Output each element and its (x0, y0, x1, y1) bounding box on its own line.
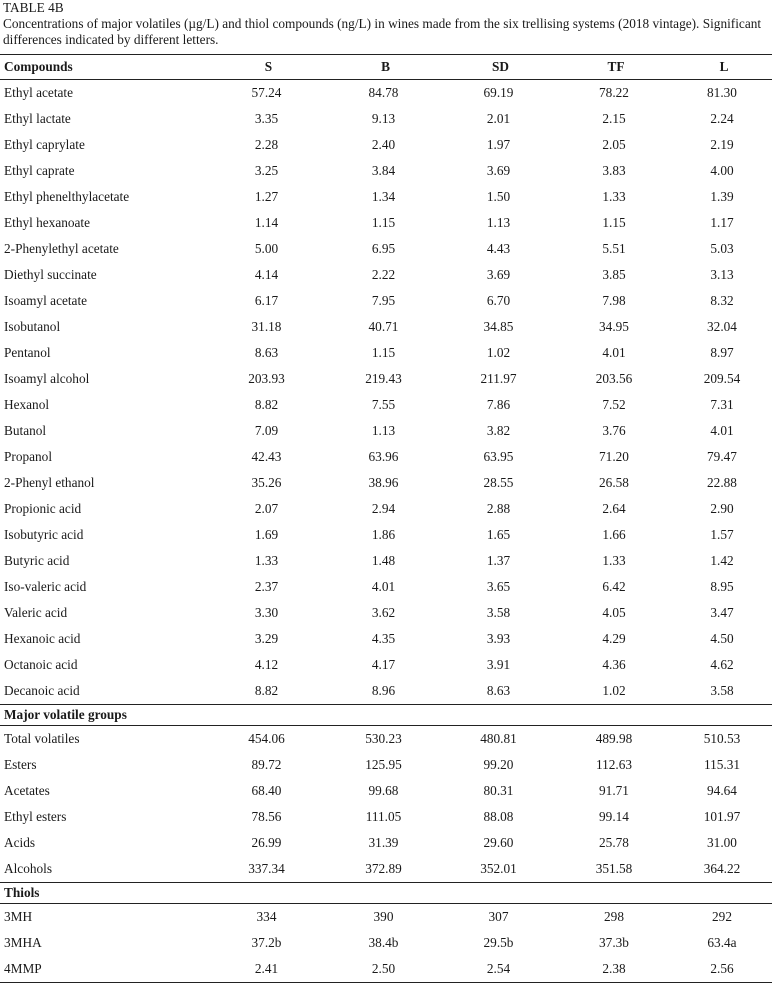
value-cell: 7.95 (371, 293, 396, 308)
table-row (0, 678, 772, 705)
value-cell: 489.98 (595, 731, 633, 746)
value-cell: 8.97 (710, 345, 734, 360)
value-cell: 1.39 (710, 189, 734, 204)
value-cell: 337.34 (248, 861, 285, 876)
value-cell: 3.25 (254, 163, 279, 178)
value-cell: 4.17 (371, 657, 396, 672)
value-cell: 8.32 (710, 293, 734, 308)
compound-name-cell: 3MH (4, 909, 33, 924)
table-row (0, 262, 772, 288)
value-cell: 2.56 (672, 956, 772, 983)
volatiles-table (0, 54, 772, 983)
table-row (0, 956, 772, 983)
value-cell: 1.15 (371, 215, 396, 230)
value-cell: 7.98 (602, 293, 626, 308)
compound-name-cell: Hexanol (4, 397, 50, 412)
compound-name-cell: Ethyl lactate (4, 111, 71, 126)
value-cell: 2.38 (556, 956, 672, 983)
value-cell: 3.35 (254, 111, 279, 126)
value-cell: 89.72 (251, 757, 282, 772)
value-cell: 38.4b (368, 935, 399, 950)
value-cell: 31.18 (251, 319, 282, 334)
compound-name-cell: Isoamyl acetate (4, 293, 88, 308)
value-cell: 40.71 (368, 319, 399, 334)
value-cell: 99.20 (483, 757, 514, 772)
value-cell: 4.01 (710, 423, 734, 438)
value-cell: 6.70 (486, 293, 511, 308)
value-cell: 1.37 (486, 553, 511, 568)
value-cell: 71.20 (599, 449, 629, 464)
value-cell: 3.69 (486, 163, 511, 178)
value-cell: 1.33 (602, 553, 626, 568)
value-cell: 4.29 (602, 631, 626, 646)
value-cell: 115.31 (703, 757, 741, 772)
value-cell: 1.17 (710, 215, 734, 230)
compound-name-cell: Esters (4, 757, 37, 772)
value-cell: 2.90 (710, 501, 734, 516)
compound-name-cell: Iso-valeric acid (4, 579, 87, 594)
compound-name-cell: Acids (4, 835, 36, 850)
table-row (0, 804, 772, 830)
table-row (0, 574, 772, 600)
compound-name-cell: Propanol (4, 449, 53, 464)
value-cell: 454.06 (248, 731, 285, 746)
value-cell: 29.60 (483, 835, 514, 850)
table-row (0, 366, 772, 392)
value-cell: 2.07 (254, 501, 279, 516)
value-cell: 6.42 (602, 579, 626, 594)
value-cell: 31.39 (368, 835, 399, 850)
value-cell: 8.63 (254, 345, 279, 360)
table-description: Concentrations of major volatiles (µg/L) and thiol compounds (ng/L) in wines made from the six trellising systems (2018 vintage). Significant differences indicated by different letters. (3, 16, 762, 47)
value-cell: 8.96 (371, 683, 396, 698)
value-cell: 25.78 (599, 835, 629, 850)
compound-name-cell: 4MMP (0, 956, 207, 983)
value-cell: 298 (604, 909, 624, 924)
value-cell: 3.85 (602, 267, 626, 282)
value-cell: 8.95 (710, 579, 734, 594)
value-cell: 1.15 (371, 345, 396, 360)
compound-name-cell: Valeric acid (4, 605, 68, 620)
value-cell: 1.69 (254, 527, 279, 542)
value-cell: 37.2b (251, 935, 282, 950)
value-cell: 63.95 (483, 449, 514, 464)
value-cell: 3.65 (486, 579, 511, 594)
value-cell: 3.84 (371, 163, 396, 178)
section-title: Thiols (0, 883, 772, 904)
value-cell: 1.33 (254, 553, 279, 568)
table-row (0, 600, 772, 626)
value-cell: 29.5b (483, 935, 514, 950)
value-cell: 530.23 (365, 731, 402, 746)
section-header-row (0, 705, 772, 726)
value-cell: 1.42 (710, 553, 734, 568)
value-cell: 1.15 (602, 215, 626, 230)
value-cell: 2.40 (371, 137, 396, 152)
compound-name-cell: Total volatiles (4, 731, 80, 746)
compound-name-cell: Ethyl acetate (4, 85, 74, 100)
value-cell: 211.97 (480, 371, 517, 386)
value-cell: 3.62 (371, 605, 396, 620)
table-row (0, 106, 772, 132)
value-cell: 22.88 (707, 475, 737, 490)
table-row (0, 726, 772, 753)
table-row (0, 392, 772, 418)
compound-name-cell: Isobutanol (4, 319, 61, 334)
value-cell: 6.95 (371, 241, 396, 256)
value-cell: 2.15 (602, 111, 626, 126)
value-cell: 1.34 (371, 189, 396, 204)
table-row (0, 548, 772, 574)
compound-name-cell: Ethyl hexanoate (4, 215, 91, 230)
value-cell: 4.05 (602, 605, 626, 620)
compound-name-cell: Pentanol (4, 345, 51, 360)
compound-name-cell: Octanoic acid (4, 657, 78, 672)
value-cell: 79.47 (707, 449, 737, 464)
table-row (0, 470, 772, 496)
header-row (0, 55, 772, 80)
value-cell: 219.43 (365, 371, 402, 386)
compound-name-cell: 2-Phenyl ethanol (4, 475, 95, 490)
compound-name-cell: Ethyl phenelthylacetate (4, 189, 130, 204)
value-cell: 334 (256, 909, 277, 924)
value-cell: 352.01 (480, 861, 517, 876)
value-cell: 69.19 (483, 85, 514, 100)
value-cell: 42.43 (251, 449, 282, 464)
value-cell: 8.63 (486, 683, 511, 698)
value-cell: 7.52 (602, 397, 626, 412)
value-cell: 1.02 (602, 683, 626, 698)
compound-name-cell: Butyric acid (4, 553, 70, 568)
value-cell: 1.02 (486, 345, 511, 360)
table-row (0, 496, 772, 522)
compound-name-cell: Acetates (4, 783, 50, 798)
table-row (0, 778, 772, 804)
value-cell: 390 (373, 909, 394, 924)
value-cell: 4.50 (710, 631, 734, 646)
value-cell: 125.95 (365, 757, 402, 772)
value-cell: 80.31 (483, 783, 514, 798)
value-cell: 32.04 (707, 319, 737, 334)
value-cell: 81.30 (707, 85, 737, 100)
value-cell: 1.14 (254, 215, 279, 230)
value-cell: 38.96 (368, 475, 399, 490)
header-tf: TF (556, 55, 672, 80)
value-cell: 2.28 (254, 137, 279, 152)
value-cell: 26.99 (251, 835, 282, 850)
value-cell: 2.22 (371, 267, 396, 282)
table-row (0, 626, 772, 652)
value-cell: 1.57 (710, 527, 734, 542)
value-cell: 68.40 (251, 783, 282, 798)
value-cell: 5.03 (710, 241, 734, 256)
value-cell: 2.24 (710, 111, 734, 126)
table-label: TABLE 4B (3, 0, 64, 15)
value-cell: 209.54 (703, 371, 741, 386)
value-cell: 3.93 (486, 631, 511, 646)
table-row (0, 930, 772, 956)
value-cell: 351.58 (595, 861, 633, 876)
value-cell: 4.43 (486, 241, 511, 256)
value-cell: 7.55 (371, 397, 396, 412)
value-cell: 1.33 (602, 189, 626, 204)
header-s: S (207, 55, 326, 80)
compound-name-cell: Ethyl caprate (4, 163, 75, 178)
value-cell: 8.82 (254, 397, 279, 412)
value-cell: 480.81 (480, 731, 517, 746)
table-row (0, 830, 772, 856)
compound-name-cell: Diethyl succinate (4, 267, 97, 282)
value-cell: 4.62 (710, 657, 734, 672)
table-row (0, 210, 772, 236)
value-cell: 78.22 (599, 85, 629, 100)
compound-name-cell: Hexanoic acid (4, 631, 81, 646)
value-cell: 4.00 (710, 163, 734, 178)
value-cell: 2.41 (207, 956, 326, 983)
value-cell: 2.54 (441, 956, 556, 983)
value-cell: 3.13 (710, 267, 734, 282)
value-cell: 1.27 (254, 189, 279, 204)
value-cell: 1.48 (371, 553, 396, 568)
header-l: L (672, 55, 772, 80)
value-cell: 4.14 (254, 267, 279, 282)
value-cell: 364.22 (703, 861, 741, 876)
value-cell: 5.00 (254, 241, 279, 256)
value-cell: 292 (712, 909, 732, 924)
table-caption (3, 0, 772, 48)
header-compounds: Compounds (0, 55, 207, 80)
value-cell: 3.76 (602, 423, 626, 438)
table-row (0, 314, 772, 340)
value-cell: 307 (488, 909, 509, 924)
value-cell: 2.64 (602, 501, 626, 516)
value-cell: 1.86 (371, 527, 396, 542)
compound-name-cell: Isobutyric acid (4, 527, 84, 542)
table-row (0, 340, 772, 366)
value-cell: 8.82 (254, 683, 279, 698)
value-cell: 57.24 (251, 85, 282, 100)
table-row (0, 158, 772, 184)
value-cell: 2.94 (371, 501, 396, 516)
value-cell: 63.96 (368, 449, 399, 464)
table-body (0, 80, 772, 983)
table-row (0, 132, 772, 158)
value-cell: 2.05 (602, 137, 626, 152)
value-cell: 2.01 (486, 111, 511, 126)
value-cell: 4.01 (371, 579, 396, 594)
table-row (0, 184, 772, 210)
value-cell: 3.91 (486, 657, 511, 672)
value-cell: 1.97 (486, 137, 511, 152)
table-row (0, 236, 772, 262)
header-sd: SD (441, 55, 556, 80)
table-row (0, 904, 772, 931)
table-row (0, 652, 772, 678)
value-cell: 112.63 (595, 757, 633, 772)
table-row (0, 444, 772, 470)
value-cell: 3.58 (710, 683, 734, 698)
value-cell: 4.12 (254, 657, 279, 672)
table-row (0, 522, 772, 548)
value-cell: 7.86 (486, 397, 511, 412)
value-cell: 3.58 (486, 605, 511, 620)
value-cell: 9.13 (371, 111, 396, 126)
table-row (0, 288, 772, 314)
value-cell: 3.69 (486, 267, 511, 282)
table-row (0, 80, 772, 107)
value-cell: 31.00 (707, 835, 737, 850)
compound-name-cell: Isoamyl alcohol (4, 371, 90, 386)
value-cell: 1.50 (486, 189, 511, 204)
value-cell: 203.56 (595, 371, 633, 386)
section-header-row (0, 883, 772, 904)
value-cell: 4.35 (371, 631, 396, 646)
value-cell: 88.08 (483, 809, 514, 824)
value-cell: 26.58 (599, 475, 629, 490)
value-cell: 1.65 (486, 527, 511, 542)
value-cell: 372.89 (365, 861, 402, 876)
compound-name-cell: Decanoic acid (4, 683, 80, 698)
compound-name-cell: Propionic acid (4, 501, 82, 516)
value-cell: 37.3b (599, 935, 629, 950)
compound-name-cell: 2-Phenylethyl acetate (4, 241, 119, 256)
value-cell: 78.56 (251, 809, 282, 824)
value-cell: 5.51 (602, 241, 626, 256)
value-cell: 111.05 (365, 809, 402, 824)
compound-name-cell: 3MHA (4, 935, 42, 950)
header-b: B (326, 55, 441, 80)
value-cell: 99.14 (599, 809, 629, 824)
value-cell: 34.85 (483, 319, 514, 334)
value-cell: 6.17 (254, 293, 279, 308)
value-cell: 1.13 (371, 423, 396, 438)
value-cell: 1.13 (486, 215, 511, 230)
value-cell: 101.97 (703, 809, 741, 824)
value-cell: 91.71 (599, 783, 629, 798)
value-cell: 28.55 (483, 475, 514, 490)
section-title: Major volatile groups (0, 705, 772, 726)
value-cell: 35.26 (251, 475, 282, 490)
compound-name-cell: Ethyl esters (4, 809, 67, 824)
value-cell: 2.50 (326, 956, 441, 983)
value-cell: 4.36 (602, 657, 626, 672)
value-cell: 7.09 (254, 423, 279, 438)
value-cell: 2.19 (710, 137, 734, 152)
value-cell: 510.53 (703, 731, 741, 746)
value-cell: 99.68 (368, 783, 399, 798)
value-cell: 3.29 (254, 631, 279, 646)
compound-name-cell: Butanol (4, 423, 47, 438)
value-cell: 203.93 (248, 371, 285, 386)
value-cell: 4.01 (602, 345, 626, 360)
value-cell: 3.82 (486, 423, 511, 438)
value-cell: 34.95 (599, 319, 629, 334)
value-cell: 3.83 (602, 163, 626, 178)
value-cell: 1.66 (602, 527, 626, 542)
table-row (0, 856, 772, 883)
value-cell: 2.37 (254, 579, 279, 594)
compound-name-cell: Ethyl caprylate (4, 137, 85, 152)
value-cell: 63.4a (707, 935, 737, 950)
value-cell: 7.31 (710, 397, 734, 412)
value-cell: 3.47 (710, 605, 734, 620)
value-cell: 3.30 (254, 605, 279, 620)
table-row (0, 418, 772, 444)
table-row (0, 752, 772, 778)
compound-name-cell: Alcohols (4, 861, 53, 876)
value-cell: 94.64 (707, 783, 737, 798)
value-cell: 84.78 (368, 85, 399, 100)
value-cell: 2.88 (486, 501, 511, 516)
